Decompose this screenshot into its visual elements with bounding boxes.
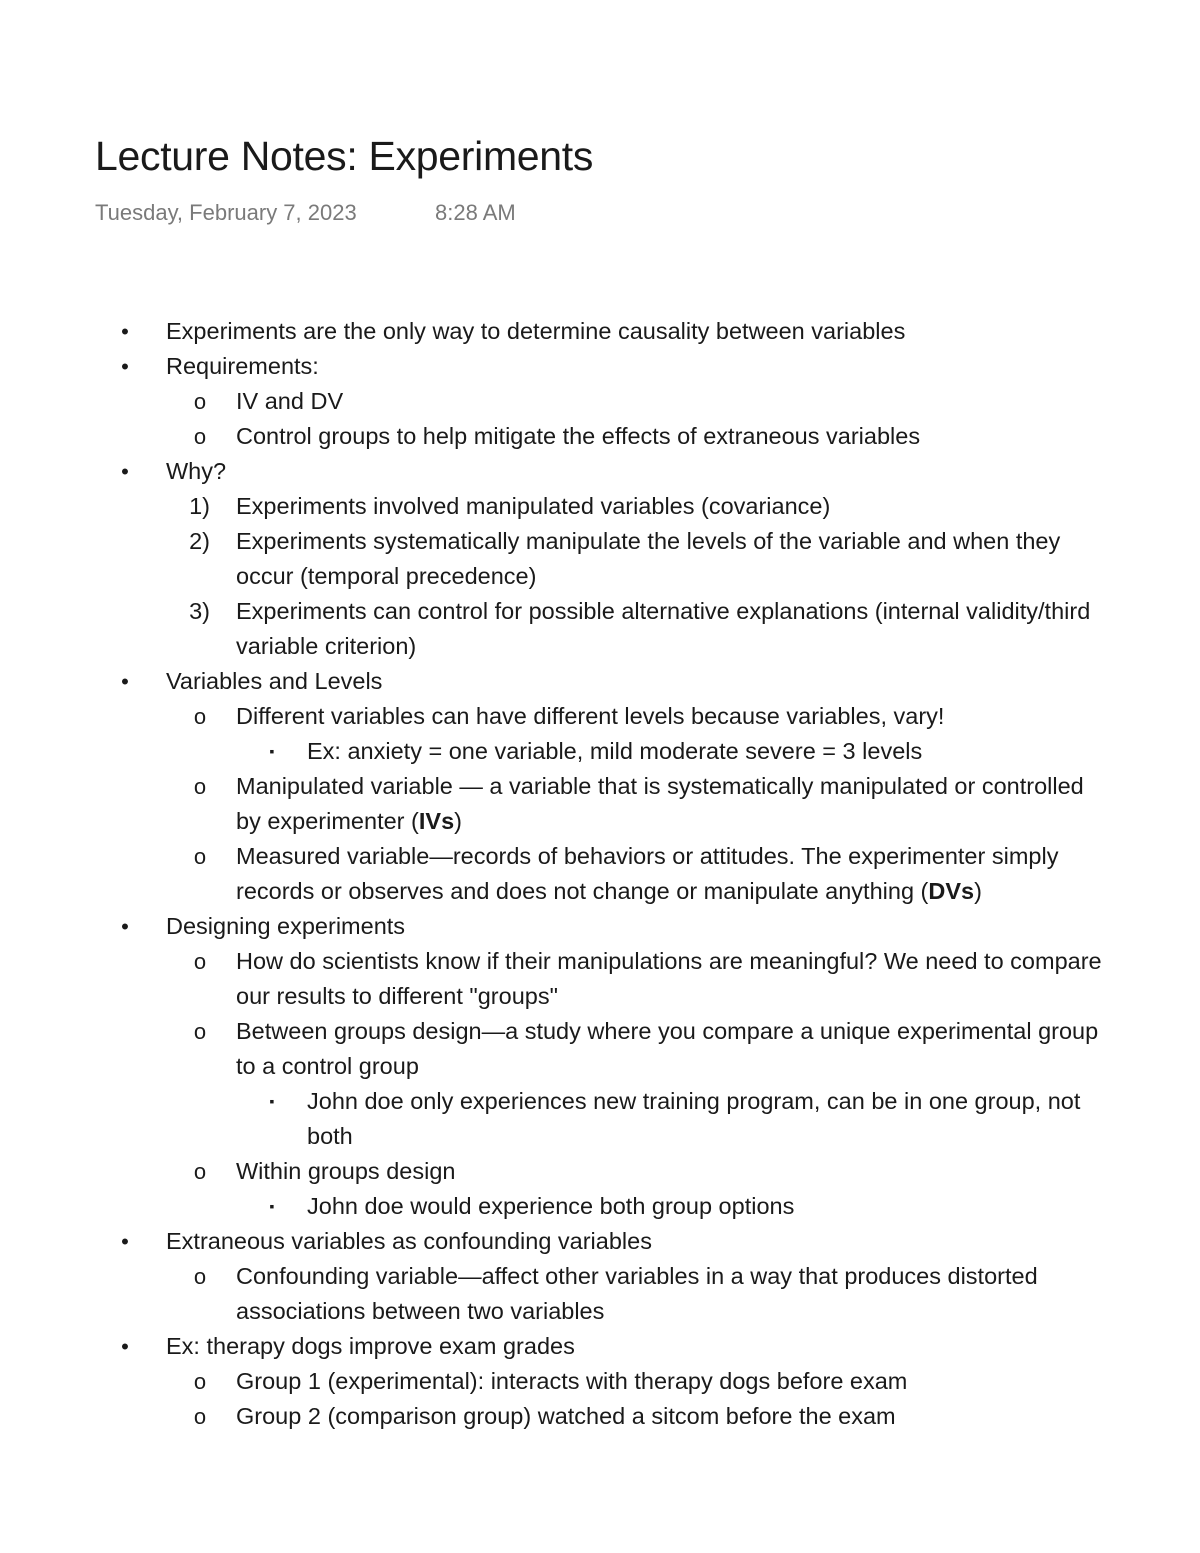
list-item: [0, 944, 1200, 979]
list-item: [0, 1364, 1200, 1399]
list-item-text: Experiments involved manipulated variables (covariance): [236, 493, 831, 519]
list-item-continuation: [0, 979, 1200, 1014]
bullet-square-icon: ▪: [269, 1198, 275, 1214]
list-item-text: [236, 804, 462, 839]
text-run: ): [974, 878, 982, 904]
bullet-disc-icon: •: [121, 459, 129, 484]
list-item-continuation: [0, 1294, 1200, 1329]
list-item-text: Designing experiments: [166, 913, 406, 939]
bullet-disc-icon: •: [121, 354, 129, 379]
list-item-text: Between groups design—a study where you compare a unique experimental group: [236, 1018, 1099, 1044]
text-run: ): [454, 808, 462, 834]
list-item-text: both: [307, 1123, 353, 1149]
list-item: [0, 349, 1200, 384]
list-item-text: Group 2 (comparison group) watched a sitcom before the exam: [236, 1403, 896, 1429]
list-item: [0, 419, 1200, 454]
list-item-text: Within groups design: [236, 1158, 456, 1184]
list-number: 3): [189, 598, 210, 624]
bullet-circle-icon: o: [193, 1019, 207, 1044]
bullet-circle-icon: o: [193, 424, 207, 449]
list-item-text: Experiments can control for possible alternative explanations (internal validity/third: [236, 598, 1091, 624]
list-item: [0, 1224, 1200, 1259]
list-item: [0, 454, 1200, 489]
list-item-text: Measured variable—records of behaviors or attitudes. The experimenter simply: [236, 843, 1059, 869]
list-item: [0, 489, 1200, 524]
list-item-continuation: [0, 629, 1200, 664]
list-item-text: John doe would experience both group options: [307, 1193, 795, 1219]
list-item: [0, 1189, 1200, 1224]
list-item-text: associations between two variables: [236, 1298, 605, 1324]
list-item-text: Experiments are the only way to determine causality between variables: [166, 318, 906, 344]
bullet-circle-icon: o: [193, 774, 207, 799]
list-item-text: Variables and Levels: [166, 668, 383, 694]
list-item-text: Extraneous variables as confounding variables: [166, 1228, 652, 1254]
bullet-circle-icon: o: [193, 1369, 207, 1394]
list-item: [0, 769, 1200, 804]
note-time: 8:28 AM: [435, 200, 516, 225]
list-item-text: Group 1 (experimental): interacts with therapy dogs before exam: [236, 1368, 908, 1394]
list-item: [0, 699, 1200, 734]
list-item-text: IV and DV: [236, 388, 344, 414]
list-item: [0, 594, 1200, 629]
page-title: Lecture Notes: Experiments: [95, 133, 594, 179]
list-item: [0, 524, 1200, 559]
bullet-circle-icon: o: [193, 1404, 207, 1429]
bullet-circle-icon: o: [193, 1264, 207, 1289]
list-item: [0, 909, 1200, 944]
list-item-continuation: [0, 874, 1200, 909]
list-item-continuation: [0, 559, 1200, 594]
notes-list: [0, 314, 1200, 1434]
list-item-text: Control groups to help mitigate the effects of extraneous variables: [236, 423, 921, 449]
list-item: [0, 839, 1200, 874]
list-item: [0, 1084, 1200, 1119]
list-item: [0, 1014, 1200, 1049]
list-item: [0, 1399, 1200, 1434]
list-item: [0, 314, 1200, 349]
list-item-continuation: [0, 804, 1200, 839]
bold-term: IVs: [418, 808, 455, 834]
text-run: by experimenter (: [236, 808, 419, 834]
list-item-continuation: [0, 1049, 1200, 1084]
list-item: [0, 384, 1200, 419]
list-item: [0, 1259, 1200, 1294]
bullet-circle-icon: o: [193, 389, 207, 414]
bullet-circle-icon: o: [193, 844, 207, 869]
bullet-disc-icon: •: [121, 319, 129, 344]
list-number: 1): [189, 493, 210, 519]
note-date: Tuesday, February 7, 2023: [95, 200, 357, 225]
list-item: [0, 1154, 1200, 1189]
list-item-text: variable criterion): [236, 633, 417, 659]
list-item-text: How do scientists know if their manipulations are meaningful? We need to compare: [236, 948, 1102, 974]
list-item-text: John doe only experiences new training program, can be in one group, not: [307, 1088, 1081, 1114]
list-item-text: Requirements:: [166, 353, 319, 379]
list-item: [0, 734, 1200, 769]
list-item: [0, 1329, 1200, 1364]
bullet-circle-icon: o: [193, 1159, 207, 1184]
bullet-circle-icon: o: [193, 949, 207, 974]
list-item-text: Why?: [166, 458, 227, 484]
list-item-text: occur (temporal precedence): [236, 563, 537, 589]
bullet-disc-icon: •: [121, 914, 129, 939]
bullet-square-icon: ▪: [269, 743, 275, 759]
bold-term: DVs: [928, 878, 975, 904]
list-item-text: [236, 874, 982, 909]
text-run: records or observes and does not change or manipulate anything (: [236, 878, 929, 904]
list-item-text: Manipulated variable — a variable that is systematically manipulated or controlled: [236, 773, 1084, 799]
list-item-text: Confounding variable—affect other variables in a way that produces distorted: [236, 1263, 1038, 1289]
bullet-circle-icon: o: [193, 704, 207, 729]
list-item-text: to a control group: [236, 1053, 419, 1079]
list-item-text: Different variables can have different levels because variables, vary!: [236, 703, 945, 729]
list-item: [0, 664, 1200, 699]
list-item-text: our results to different "groups": [236, 983, 558, 1009]
list-item-continuation: [0, 1119, 1200, 1154]
list-item-text: Ex: therapy dogs improve exam grades: [166, 1333, 575, 1359]
bullet-disc-icon: •: [121, 669, 129, 694]
bullet-square-icon: ▪: [269, 1093, 275, 1109]
list-item-text: Experiments systematically manipulate the levels of the variable and when they: [236, 528, 1061, 554]
list-item-text: Ex: anxiety = one variable, mild moderate severe = 3 levels: [307, 738, 923, 764]
bullet-disc-icon: •: [121, 1334, 129, 1359]
list-number: 2): [189, 528, 210, 554]
bullet-disc-icon: •: [121, 1229, 129, 1254]
note-meta: [95, 200, 516, 226]
